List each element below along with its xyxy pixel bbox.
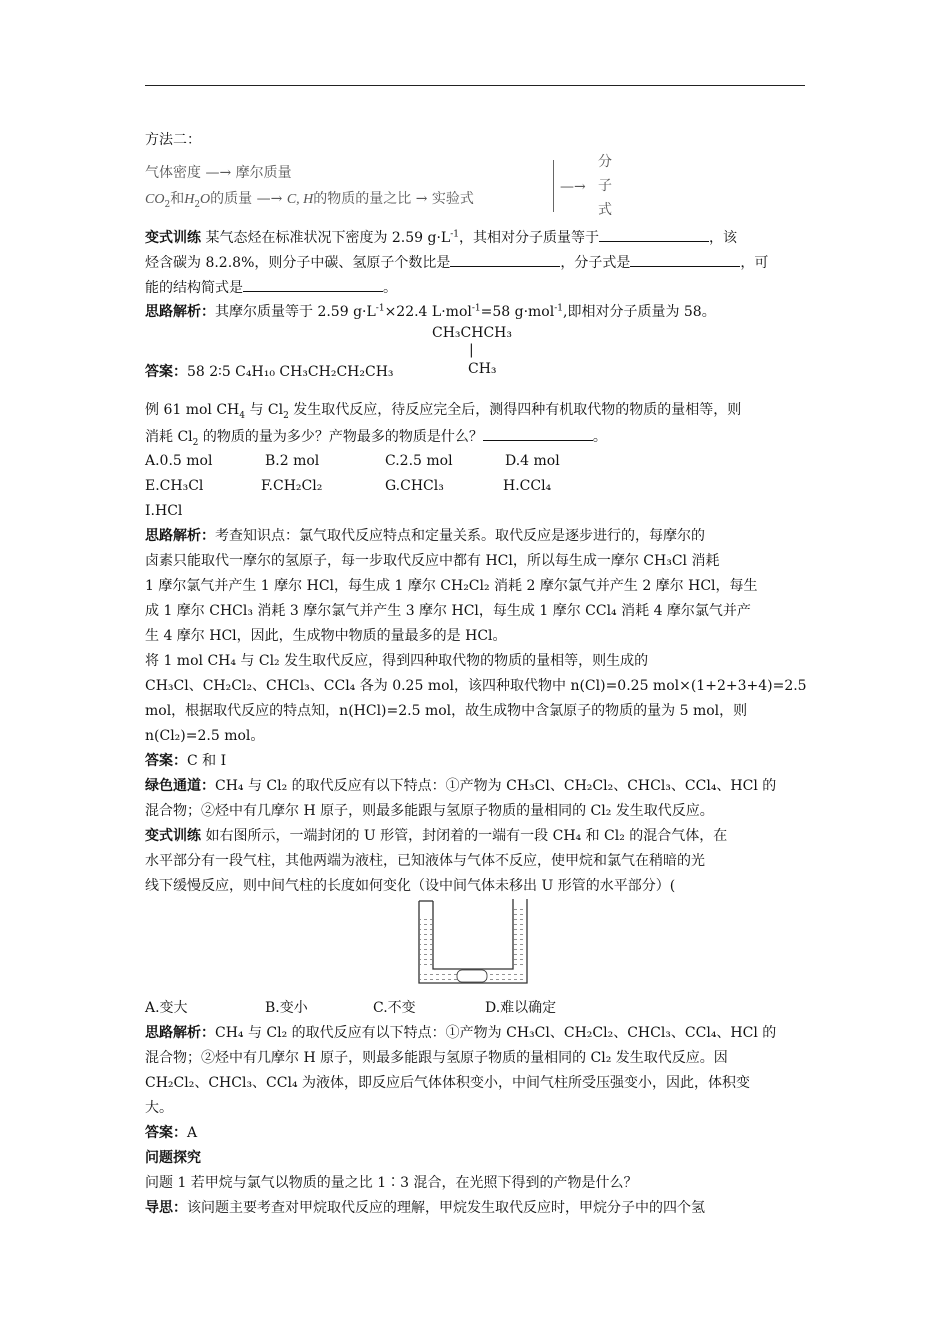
example6-answer: 答案：C 和 I — [145, 753, 227, 769]
exercise2-answer: 答案：A — [145, 1125, 198, 1141]
example6-analysis-4: 成 1 摩尔 CHCl₃ 消耗 3 摩尔氯气并产生 3 摩尔 HCl，每生成 1 摩尔 CCl₄ 消耗 4 摩尔氯气并产 — [145, 603, 751, 619]
header-rule — [145, 85, 805, 86]
exercise2-analysis-1: 思路解析：CH₄ 与 Cl₂ 的取代反应有以下特点：①产物为 CH₃Cl、CH₂Cl₂、CHCl₃、CCl₄、HCl 的 — [145, 1025, 777, 1041]
exercise1-analysis: 思路解析：其摩尔质量等于 2.59 $g\cdot L^{-1}\times 22.4$ L·mol$^{-1}$=58 g·mol$^{-1}$,即相对分子质量为 58。 — [145, 303, 716, 320]
structure-top: CH₃CHCH₃ — [432, 325, 512, 341]
structure-bottom: CH₃ — [468, 361, 497, 377]
method-row-2: $CO_2$和$H_2O$的质量 —→ C, H的物质的量之比 → 实验式 — [145, 191, 474, 210]
answer-blank-mass[interactable] — [599, 227, 709, 242]
example6-calc-4: n(Cl₂)=2.5 mol。 — [145, 728, 265, 744]
example6-options-row-2: E.CH₃Cl F.CH₂Cl₂ G.CHCl₃ H.CCl₄ — [145, 478, 552, 494]
example6-analysis-2: 卤素只能取代一摩尔的氢原子，每一步取代反应中都有 HCl，所以每生成一摩尔 CH₃Cl 消耗 — [145, 553, 720, 569]
answer-blank-ratio[interactable] — [450, 252, 560, 267]
green-channel-2: 混合物；②烃中有几摩尔 H 原子，则最多能跟与氢原子物质的量相同的 Cl₂ 发生取代反应。 — [145, 803, 714, 819]
exercise1-line-1: 变式训练 某气态烃在标准状况下密度为 2.59 $g\cdot L^{-1}$，其相对分子质量等于 ，该 — [145, 227, 737, 248]
example6-calc-3: mol，根据取代反应的特点知，n(HCl)=2.5 mol，故生成物中含氯原子的物质的量为 5 mol，则 — [145, 703, 748, 719]
answer-blank-example6[interactable] — [483, 426, 593, 441]
inquiry-guide: 导思：该问题主要考查对甲烷取代反应的理解，甲烷发生取代反应时，甲烷分子中的四个氢 — [145, 1200, 705, 1216]
exercise1-line-3: 能的结构简式是 。 — [145, 277, 397, 298]
method-row-1: 气体密度 —→ 摩尔质量 — [145, 165, 292, 181]
example6-analysis-5: 生 4 摩尔 HCl，因此，生成物中物质的量最多的是 HCl。 — [145, 628, 507, 644]
example6-calc-1: 将 1 mol CH₄ 与 Cl₂ 发生取代反应，得到四种取代物的物质的量相等，则生成的 — [145, 653, 649, 669]
answer-blank-formula[interactable] — [630, 252, 740, 267]
method-formula-char-2: 子 — [598, 178, 612, 194]
answer-blank-structure[interactable] — [243, 277, 383, 292]
method-bracket — [553, 160, 554, 212]
structure-bond: | — [469, 342, 474, 358]
example6-analysis-1: 思路解析：考查知识点：氯气取代反应特点和定量关系。取代反应是逐步进行的，每摩尔的 — [145, 528, 705, 544]
example6-line-1: 例 61 mol $CH_4$ 与 $Cl_2$ 发生取代反应，待反应完全后，测得四种有机取代物的物质的量相等，则 — [145, 402, 742, 421]
example6-calc-2: CH₃Cl、CH₂Cl₂、CHCl₃、CCl₄ 各为 0.25 mol，该四种取代物中 n(Cl)=0.25 mol×(1+2+3+4)=2.5 — [145, 678, 807, 694]
method-formula-char-3: 式 — [598, 202, 612, 218]
inquiry-title: 问题探究 — [145, 1150, 201, 1166]
exercise2-analysis-4: 大。 — [145, 1100, 173, 1116]
inquiry-question-1: 问题 1 若甲烷与氯气以物质的量之比 1∶3 混合，在光照下得到的产物是什么？ — [145, 1175, 638, 1191]
method-formula-char-1: 分 — [598, 154, 612, 170]
u-tube-diagram — [405, 897, 535, 987]
example6-line-2: 消耗 $Cl_2$ 的物质的量为多少？产物最多的物质是什么？ 。 — [145, 426, 607, 447]
exercise2-line-1: 变式训练 如右图所示，一端封闭的 U 形管，封闭着的一端有一段 CH₄ 和 Cl₂ 的混合气体，在 — [145, 828, 728, 844]
example6-options-row-1: A.0.5 mol B.2 mol C.2.5 mol D.4 mol — [145, 453, 560, 469]
method-arrow: —→ — [560, 179, 586, 195]
exercise2-analysis-3: CH₂Cl₂、CHCl₃、CCl₄ 为液体，即反应后气体体积变小，中间气柱所受压强变小，因此，体积变 — [145, 1075, 751, 1091]
method-heading: 方法二： — [145, 132, 201, 148]
exercise2-options: A.变大 B.变小 C.不变 D.难以确定 — [145, 1000, 557, 1016]
exercise1-line-2: 烃含碳为 8.2.8%，则分子中碳、氢原子个数比是 ，分子式是 ，可 — [145, 252, 768, 273]
example6-option-i: I.HCl — [145, 503, 183, 519]
exercise2-analysis-2: 混合物；②烃中有几摩尔 H 原子，则最多能跟与氢原子物质的量相同的 Cl₂ 发生取代反应。因 — [145, 1050, 728, 1066]
example6-analysis-3: 1 摩尔氯气并产生 1 摩尔 HCl，每生成 1 摩尔 CH₂Cl₂ 消耗 2 摩尔氯气并产生 2 摩尔 HCl，每生 — [145, 578, 758, 594]
green-channel-1: 绿色通道：CH₄ 与 Cl₂ 的取代反应有以下特点：①产物为 CH₃Cl、CH₂Cl₂、CHCl₃、CCl₄、HCl 的 — [145, 778, 777, 794]
exercise2-line-2: 水平部分有一段气柱，其他两端为液柱，已知液体与气体不反应，使甲烷和氯气在稍暗的光 — [145, 853, 705, 869]
exercise2-line-3: 线下缓慢反应，则中间气柱的长度如何变化（设中间气体未移出 U 形管的水平部分）( — [145, 878, 676, 894]
exercise1-answer: 答案：58 2∶5 C₄H₁₀ CH₃CH₂CH₂CH₃ — [145, 364, 394, 380]
